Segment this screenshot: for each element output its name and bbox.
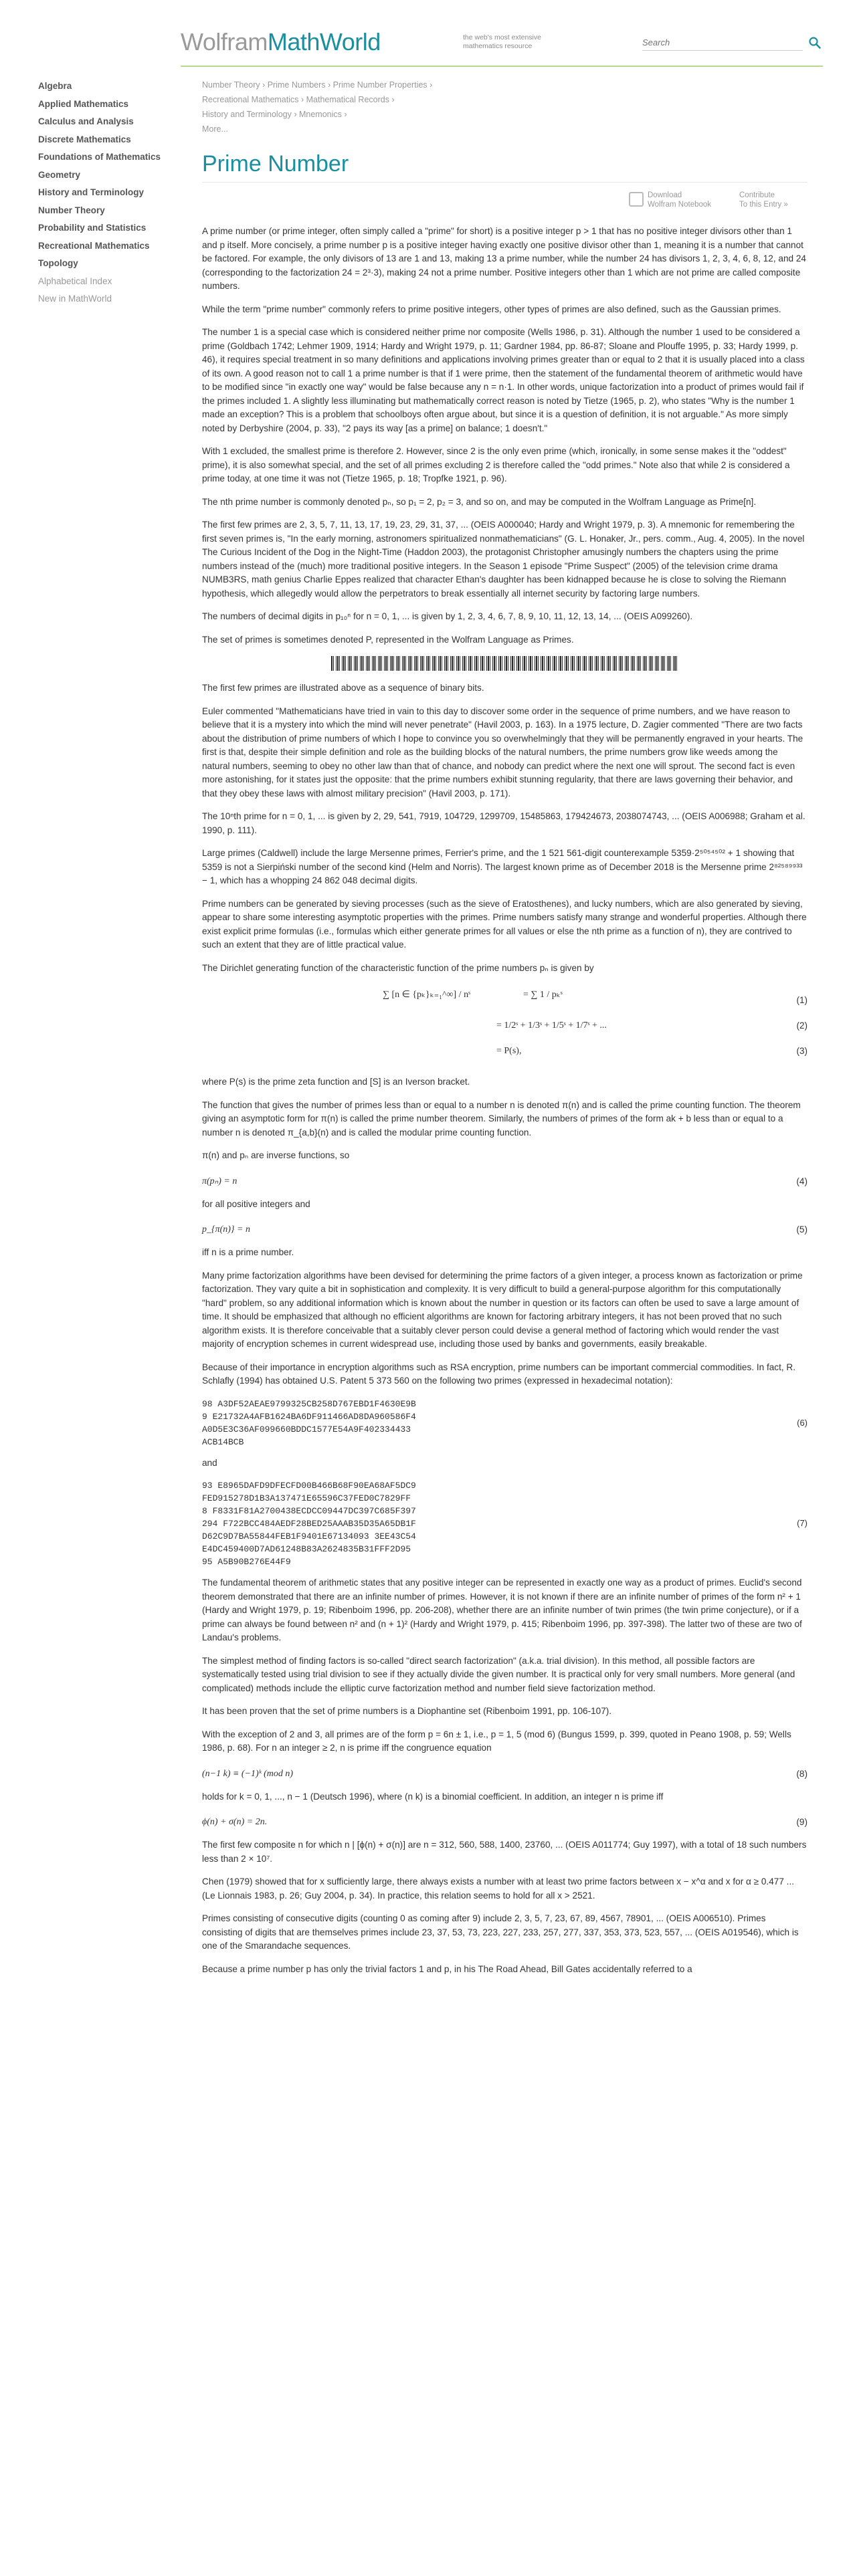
- paragraph-number-one: The number 1 is a special case which is considered neither prime nor composite (Wells 1986, p. 31). Although the number 1 used to be considered a prime (Goldbach 1742; Lehmer 1909, 1914; Hardy and Wright 1979, p. 11; Gardner 1984, pp. 86-87; Sloane and Plouffe 1995, p. 33; Hardy 1999, p. 46), it requires special treatment in so many definitions and applications involving primes greater than or equal to 2 that it is usually placed into a class of its own. A good reason not to call 1 a prime number is that if 1 were prime, then the statement of the fundamental theorem of arithmetic would have to be modified since "in exactly one way" would be false because any n = n·1. In other words, unique factorization into a product of primes would fail if the primes included 1. A slightly less illuminating but mathematically correct reason is noted by Tietze (1965, p. 2), who states "Why is the number 1 made an exception? This is a problem that schoolboys often argue about, but since it is a question of definition, it is not arguable." As more simply noted by Derbyshire (2004, p. 33), "2 pays its way [as a prime] on balance; 1 doesn't.": [202, 327, 805, 433]
- equation-number: (4): [796, 1176, 807, 1186]
- paragraph-10n-prime: The 10ⁿth prime for n = 0, 1, ... is given by 2, 29, 541, 7919, 104729, 1299709, 15485863, 179424673, 2038074743, ... (OEIS A006988; Graham et al. 1990, p. 111).: [202, 811, 805, 835]
- paragraph-direct-search: The simplest method of finding factors is so-called "direct search factorization" (a.k.a. trial division). In this method, all possible factors are systematically tested using trial division to see if they actually divide the given number. It is practical only for very small numbers. More general (and complicated) methods include the elliptic curve factorization method and number field sieve factorization method.: [202, 1655, 795, 1693]
- paragraph-first-primes: The first few primes are 2, 3, 5, 7, 11, 13, 17, 19, 23, 29, 31, 37, ... (OEIS A000040; Hardy and Wright 1979, p. 3). A mnemonic for remembering the first seven primes is, "In the early morning, astronomers spiritualized nonmathematicians" (G. L. Honaker, Jr., pers. comm., Aug. 4, 2005). In the novel The Curious Incident of the Dog in the Night-Time (Haddon 2003), the protagonist Christopher amusingly numbers the chapters using the prime numbers instead of the (much) more traditional positive integers. In the Season 1 episode "Prime Suspect" (2005) of the television crime drama NUMB3RS, math genius Charlie Eppes realized that character Ethan's daughter has been kidnapped because he is close to solving the Riemann hypothesis, which allegedly would allow the perpetrators to break essentially all internet security by factoring large numbers.: [202, 520, 805, 599]
- hex-line: 93 E8965DAFD9DFECFD00B466B68F90EA68AF5DC9: [202, 1481, 416, 1491]
- paragraph-diophantine: It has been proven that the set of prime numbers is a Diophantine set (Ribenboim 1991, pp. 106-107).: [202, 1706, 612, 1716]
- paragraph-set-of-primes: The set of primes is sometimes denoted P, represented in the Wolfram Language as Primes.: [202, 634, 574, 645]
- paragraph-smallest-prime: With 1 excluded, the smallest prime is therefore 2. However, since 2 is the only even prime (which, ironically, in some sense makes it the "oddest" prime), it is also somewhat special, and the set of all primes excluding 2 is therefore called the "odd primes." Note also that while 2 is considered a prime today, at one time it was not (Tietze 1965, p. 18; Tropfke 1921, p. 96).: [202, 446, 790, 484]
- paragraph-factorization: Many prime factorization algorithms have been devised for determining the prime factors of a given integer, a process known as factorization or prime factorization. They vary quite a bit in sophistication and complexity. It is very difficult to build a general-purpose algorithm for this computationally "hard" problem, so any additional information which is known about the number in question or its factors can often be used to save a large amount of time. It should be emphasized that although no efficient algorithms are known for factoring arbitrary integers, it has not been proved that no such algorithm exists. It is therefore conceivable that a suitably clever person could devise a general method of factoring which would render the vast majority of encryption schemes in current widespread use, including those used by banks and governments, easily breakable.: [202, 1270, 803, 1349]
- equation-number: (8): [796, 1768, 807, 1779]
- equation-number: (3): [796, 1046, 807, 1056]
- notebook-icon: [629, 192, 644, 207]
- hex-line: A0D5E3C36AF099660BDDC1577E54A9F402334433: [202, 1424, 411, 1434]
- sidebar-item-geometry[interactable]: Geometry: [38, 169, 81, 180]
- sidebar-item-probability[interactable]: Probability and Statistics: [38, 223, 147, 233]
- hex-line: ACB14BCB: [202, 1436, 244, 1447]
- hex-line: 8 F8331F81A2700438ECDCC09447DC397C685F397: [202, 1506, 416, 1516]
- paragraph-nth-prime: The nth prime number is commonly denoted pₙ, so p₁ = 2, p₂ = 3, and so on, and may be computed in the Wolfram Language as Prime[n].: [202, 496, 757, 507]
- sidebar-nav: [38, 78, 179, 308]
- hex-line: D62C9D7BA55844FEB1F9401E67134093 3EE43C54: [202, 1531, 416, 1541]
- tagline-line-1: the web's most extensive: [463, 33, 541, 41]
- paragraph-definition: A prime number (or prime integer, often simply called a "prime" for short) is a positive integer p > 1 that has no positive integer divisors other than 1 and p itself. More concisely, a prime number p is a positive integer having exactly one positive divisor other than 1, meaning it is a number that cannot be factored. For example, the only divisors of 13 are 1 and 13, making 13 a prime number, while the number 24 has divisors 1, 2, 3, 4, 6, 8, 12, and 24 (corresponding to the factorization 24 = 2³·3), making 24 not a prime number. Positive integers other than 1 which are not prime are called composite numbers.: [202, 226, 806, 291]
- sidebar-item-algebra[interactable]: Algebra: [38, 81, 72, 91]
- breadcrumb-line: History and Terminology › Mnemonics ›: [202, 110, 347, 119]
- breadcrumb: [202, 78, 804, 136]
- sidebar-item-alphabetical-index[interactable]: Alphabetical Index: [38, 276, 112, 286]
- paragraph-inverse: π(n) and pₙ are inverse functions, so: [202, 1150, 350, 1160]
- hex-line: FED915278D1B3A137471E65596C37FED0C7829FF: [202, 1493, 411, 1503]
- hex-prime-1: [202, 1398, 807, 1448]
- sidebar-item-new-in-mathworld[interactable]: New in MathWorld: [38, 294, 112, 304]
- paragraph-consecutive-digits: Primes consisting of consecutive digits (counting 0 as coming after 9) include 2, 3, 5, 7, 23, 67, 89, 4567, 78901, ... (OEIS A006510). Primes consisting of digits that are themselves primes include 23, 37, 53, 73, 223, 227, 233, 257, 277, 337, 353, 373, 523, 557, ... (OEIS A019546), which is one of the Smarandache sequences.: [202, 1913, 799, 1951]
- hex-prime-2: [202, 1479, 807, 1568]
- breadcrumb-more-link[interactable]: More...: [202, 124, 228, 134]
- paragraph-positive-integers: for all positive integers and: [202, 1198, 310, 1209]
- paragraph-gaussian: While the term "prime number" commonly refers to prime positive integers, other types of primes are also defined, such as the Gaussian primes.: [202, 304, 781, 314]
- breadcrumb-link[interactable]: Mnemonics: [298, 110, 342, 119]
- paragraph-deutsch: holds for k = 0, 1, ..., n − 1 (Deutsch 1996), where (n k) is a binomial coefficient. In addition, an integer n is prime iff: [202, 1791, 664, 1802]
- equation-9: [202, 1813, 807, 1833]
- site-logo[interactable]: [181, 28, 381, 56]
- paragraph-dirichlet: The Dirichlet generating function of the characteristic function of the prime numbers pₙ is given by: [202, 962, 594, 973]
- sidebar-item-foundations[interactable]: Foundations of Mathematics: [38, 152, 161, 162]
- title-divider: [202, 182, 807, 183]
- equation-4-body: π(pₙ) = n: [202, 1176, 237, 1186]
- equation-dirichlet: [202, 984, 807, 1067]
- breadcrumb-line: [202, 122, 804, 136]
- article-body: [202, 225, 807, 1985]
- hex-line: 98 A3DF52AEAE9799325CB258D767EBD1F4630E9B: [202, 1398, 416, 1409]
- paragraph-euler-zagier: Euler commented "Mathematicians have tried in vain to this day to discover some order in the sequence of prime numbers, and we have reason to believe that it is a mystery into which the mind will never penetrate" (Havil 2003, p. 163). In a 1975 lecture, D. Zagier commented "There are two facts about the distribution of prime numbers of which I hope to convince you so overwhelmingly that they will be permanently engraved in your hearts. The first is that, despite their simple definition and role as the building blocks of the natural numbers, the prime numbers grow like weeds among the natural numbers, seeming to obey no other law than that of chance, and nobody can predict where the next one will sprout. The second fact is even more astonishing, for it states just the opposite: that the prime numbers exhibit stunning regularity, that there are laws governing their behavior, and that they obey these laws with almost military precision" (Havil 2003, p. 171).: [202, 706, 803, 798]
- sidebar-item-discrete-mathematics[interactable]: Discrete Mathematics: [38, 134, 131, 144]
- equation-2: = 1/2ˢ + 1/3ˢ + 1/5ˢ + 1/7ˢ + ...: [496, 1021, 607, 1031]
- logo-mathworld: MathWorld: [267, 28, 381, 56]
- paragraph-and: and: [202, 1457, 217, 1468]
- equation-1-lhs: ∑ [n ∈ {pₖ}ₖ₌₁^∞] / nˢ: [383, 990, 471, 1000]
- contribute-button[interactable]: [739, 191, 813, 209]
- breadcrumb-link[interactable]: Prime Numbers: [267, 80, 326, 90]
- hex-line: 294 F722BCC484AEDF28BED25AAAB35D35A65DB1F: [202, 1519, 416, 1529]
- equation-number: (7): [797, 1518, 807, 1528]
- site-tagline: [463, 33, 541, 51]
- equation-3: = P(s),: [496, 1046, 522, 1056]
- sidebar-item-topology[interactable]: Topology: [38, 258, 78, 268]
- paragraph-bill-gates: Because a prime number p has only the trivial factors 1 and p, in his The Road Ahead, Bill Gates accidentally referred to a: [202, 1963, 692, 1974]
- sidebar-item-recreational[interactable]: Recreational Mathematics: [38, 240, 150, 251]
- paragraph-chen: Chen (1979) showed that for x sufficiently large, there always exists a number with at least two prime factors between x − x^α and x for α ≥ 0.477 ... (Le Lionnais 1983, p. 26; Guy 2004, p. 34). In practice, this relation seems to hold for all x > 2521.: [202, 1876, 795, 1901]
- sidebar-item-calculus-and-analysis[interactable]: Calculus and Analysis: [38, 116, 134, 126]
- hex-line: 95 A5B90B276E44F9: [202, 1557, 291, 1567]
- paragraph-binary-bits: The first few primes are illustrated above as a sequence of binary bits.: [202, 683, 484, 693]
- download-label-1: Download: [648, 191, 682, 199]
- paragraph-composite-n: The first few composite n for which n | [ϕ(n) + σ(n)] are n = 312, 560, 588, 1400, 23760, ... (OEIS A011774; Guy 1997), with a total of 18 such numbers less than 2 × 10⁷.: [202, 1840, 807, 1864]
- breadcrumb-line: Number Theory › Prime Numbers › Prime Number Properties ›: [202, 80, 433, 90]
- tagline-line-2: mathematics resource: [463, 42, 533, 50]
- breadcrumb-link[interactable]: History and Terminology: [202, 110, 292, 119]
- binary-bits-strip: [331, 656, 679, 671]
- equation-number: (9): [796, 1817, 807, 1827]
- site-header: [181, 20, 823, 67]
- breadcrumb-link[interactable]: Number Theory: [202, 80, 260, 90]
- search-input[interactable]: [642, 35, 803, 51]
- sidebar-item-applied-mathematics[interactable]: Applied Mathematics: [38, 98, 129, 109]
- search-icon[interactable]: [808, 36, 822, 49]
- equation-number: (6): [797, 1417, 807, 1428]
- equation-4: [202, 1172, 807, 1192]
- page-title: Prime Number: [202, 151, 349, 177]
- breadcrumb-line: Recreational Mathematics › Mathematical Records ›: [202, 95, 395, 104]
- equation-1-rhs: = ∑ 1 / pₖˢ: [523, 990, 563, 1000]
- paragraph-large-primes: Large primes (Caldwell) include the large Mersenne primes, Ferrier's prime, and the 1 521 561-digit counterexample 5359·2⁵⁰⁵⁴⁵⁰² + 1 showing that 5359 is not a Sierpiński number of the second kind (Helm and Norris). The largest known prime as of December 2018 is the Mersenne prime 2⁸²⁵⁸⁹⁹³³ − 1, which has a whopping 24 862 048 decimal digits.: [202, 848, 803, 885]
- sidebar-item-number-theory[interactable]: Number Theory: [38, 205, 105, 215]
- breadcrumb-link[interactable]: Recreational Mathematics: [202, 95, 299, 104]
- contribute-label-2: To this Entry »: [739, 201, 788, 209]
- equation-9-body: ϕ(n) + σ(n) = 2n.: [202, 1817, 268, 1827]
- paragraph-prime-zeta: where P(s) is the prime zeta function and [S] is an Iverson bracket.: [202, 1077, 470, 1087]
- paragraph-prime-counting: The function that gives the number of primes less than or equal to a number n is denoted π(n) and is called the prime counting function. The theorem giving an asymptotic form for π(n) is called the prime number theorem. Similarly, the numbers of primes of the form ak + b less than or equal to a number n is denoted π_{a,b}(n) and is called the modular prime counting function.: [202, 1099, 801, 1138]
- breadcrumb-link[interactable]: Prime Number Properties: [332, 80, 427, 90]
- equation-8-body: (n−1 k) ≡ (−1)ᵏ (mod n): [202, 1768, 294, 1779]
- search-box: [642, 35, 823, 51]
- breadcrumb-link[interactable]: Mathematical Records: [306, 95, 389, 104]
- paragraph-6n-form: With the exception of 2 and 3, all primes are of the form p = 6n ± 1, i.e., p = 1, 5 (mod 6) (Bungus 1599, p. 399, quoted in Peano 1908, p. 59; Wells 1986, p. 68). For n an integer ≥ 2, n is prime iff the congruence equation: [202, 1729, 791, 1753]
- paragraph-rsa: Because of their importance in encryption algorithms such as RSA encryption, prime numbers can be important commercial commodities. In fact, R. Schlafly (1994) has obtained U.S. Patent 5 373 560 on the following two primes (expressed in hexadecimal notation):: [202, 1362, 795, 1386]
- hex-line: E4DC459400D7AD61248B83A2624835B31FFF2D95: [202, 1544, 411, 1554]
- equation-number: (5): [796, 1224, 807, 1235]
- equation-number: (1): [796, 995, 807, 1005]
- equation-8: [202, 1765, 807, 1785]
- hex-line: 9 E21732A4AFB1624BA6DF911466AD8DA960586F4: [202, 1411, 416, 1422]
- paragraph-iff: iff n is a prime number.: [202, 1247, 294, 1257]
- contribute-label-1: Contribute: [739, 191, 775, 199]
- paragraph-decimal-digits: The numbers of decimal digits in p₁₀ⁿ for n = 0, 1, ... is given by 1, 2, 3, 4, 6, 7, 8, 9, 10, 11, 12, 13, 14, ... (OEIS A099260).: [202, 611, 693, 621]
- logo-wolfram: Wolfram: [181, 28, 268, 56]
- sidebar-item-history[interactable]: History and Terminology: [38, 187, 145, 197]
- download-label-2: Wolfram Notebook: [648, 201, 712, 209]
- entry-tools: [629, 191, 809, 215]
- paragraph-sieving: Prime numbers can be generated by sieving processes (such as the sieve of Eratosthenes), and lucky numbers, which are also generated by sieving, appear to share some interesting asymptotic properties with the primes. Prime numbers satisfy many strange and wonderful properties. Although there exist explicit prime formulas (i.e., formulas which either generate primes for all values or else the nth prime as a function of n), they are contrived to such an extent that they are of little practical value.: [202, 898, 807, 950]
- download-notebook-button[interactable]: [629, 191, 729, 209]
- paragraph-fundamental-theorem: The fundamental theorem of arithmetic states that any positive integer can be represented in exactly one way as a product of primes. Euclid's second theorem demonstrated that there are an infinite number of primes. However, it is not known if there are an infinite number of primes of the form n² + 1 (Hardy and Wright 1979, p. 19; Ribenboim 1996, pp. 206-208), whether there are an infinite number of twin primes (the twin prime conjecture), or if a prime can always be found between n² and (n + 1)² (Hardy and Wright 1979, p. 415; Ribenboim 1996, pp. 397-398). The latter two of these are two of Landau's problems.: [202, 1578, 802, 1642]
- equation-5-body: p_{π(n)} = n: [202, 1224, 250, 1235]
- equation-number: (2): [796, 1021, 807, 1031]
- equation-5: [202, 1220, 807, 1241]
